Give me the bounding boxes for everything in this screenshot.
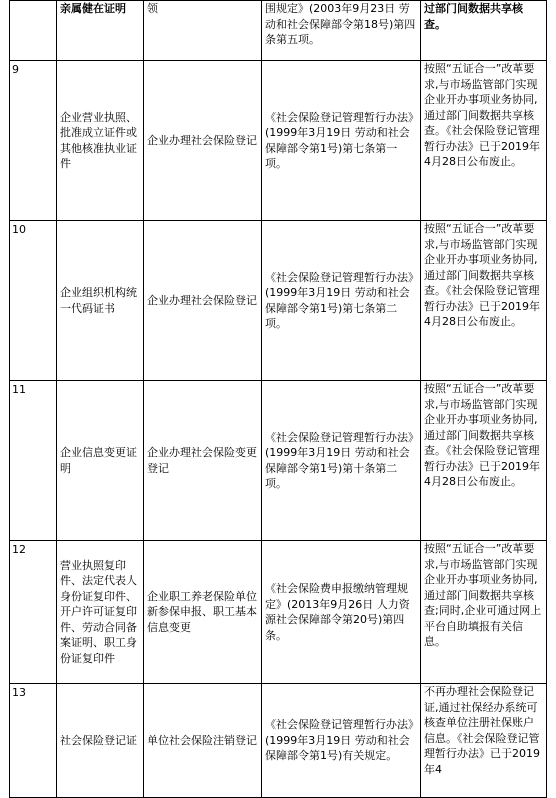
document-table	[9, 0, 547, 798]
cell-basis: 《社会保险登记管理暂行办法》(1999年3月19日 劳动和社会保障部令第1号)第七条第一项。	[262, 61, 421, 221]
table-row	[10, 61, 547, 221]
cell-item: 单位社会保险注销登记	[144, 684, 262, 798]
cell-item: 领	[144, 1, 262, 61]
cell-basis: 《社会保险登记管理暂行办法》(1999年3月19日 劳动和社会保障部令第1号)第十条第二项。	[262, 381, 421, 541]
cell-item: 企业办理社会保险登记	[144, 61, 262, 221]
cell-note: 不再办理社会保险登记证,通过社保经办系统可核查单位注册社保账户信息。《社会保险登记管理暂行办法》已于2019年4	[421, 684, 547, 798]
cell-basis: 《社会保险登记管理暂行办法》(1999年3月19日 劳动和社会保障部令第1号)第七条第二项。	[262, 221, 421, 381]
cell-basis: 围规定》(2003年9月23日 劳动和社会保障部令第18号)第四条第五项。	[262, 1, 421, 61]
cell-item: 企业办理社会保险登记	[144, 221, 262, 381]
cell-note: 过部门间数据共享核查。	[421, 1, 547, 61]
table-row	[10, 684, 547, 798]
table-row	[10, 381, 547, 541]
cell-material: 社会保险登记证	[57, 684, 144, 798]
cell-num: 13	[10, 684, 57, 798]
table-row	[10, 1, 547, 61]
cell-num	[10, 1, 57, 61]
cell-note: 按照“五证合一”改革要求,与市场监管部门实现企业开办事项业务协同,通过部门间数据共享核查。《社会保险登记管理暂行办法》已于2019年4月28日公布废止。	[421, 221, 547, 381]
cell-item: 企业职工养老保险单位新参保申报、职工基本信息变更	[144, 541, 262, 684]
cell-num: 12	[10, 541, 57, 684]
cell-num: 10	[10, 221, 57, 381]
cell-material: 企业信息变更证明	[57, 381, 144, 541]
cell-material: 企业营业执照、批准成立证件或其他核准执业证件	[57, 61, 144, 221]
table-row	[10, 221, 547, 381]
cell-note: 按照“五证合一”改革要求,与市场监管部门实现企业开办事项业务协同,通过部门间数据共享核查。《社会保险登记管理暂行办法》已于2019年4月28日公布废止。	[421, 61, 547, 221]
cell-basis: 《社会保险登记管理暂行办法》(1999年3月19日 劳动和社会保障部令第1号)有关规定。	[262, 684, 421, 798]
table-row	[10, 541, 547, 684]
cell-note: 按照“五证合一”改革要求,与市场监管部门实现企业开办事项业务协同,通过部门间数据共享核查;同时,企业可通过网上平台自助填报有关信息。	[421, 541, 547, 684]
cell-basis: 《社会保险费申报缴纳管理规定》(2013年9月26日 人力资源社会保障部令第20号)第四条。	[262, 541, 421, 684]
cell-material: 亲属健在证明	[57, 1, 144, 61]
cell-note: 按照“五证合一”改革要求,与市场监管部门实现企业开办事项业务协同,通过部门间数据共享核查。《社会保险登记管理暂行办法》已于2019年4月28日公布废止。	[421, 381, 547, 541]
cell-material: 企业组织机构统一代码证书	[57, 221, 144, 381]
cell-num: 9	[10, 61, 57, 221]
cell-item: 企业办理社会保险变更登记	[144, 381, 262, 541]
cell-num: 11	[10, 381, 57, 541]
cell-material: 营业执照复印件、法定代表人身份证复印件、开户许可证复印件、劳动合同备案证明、职工身份证复印件	[57, 541, 144, 684]
